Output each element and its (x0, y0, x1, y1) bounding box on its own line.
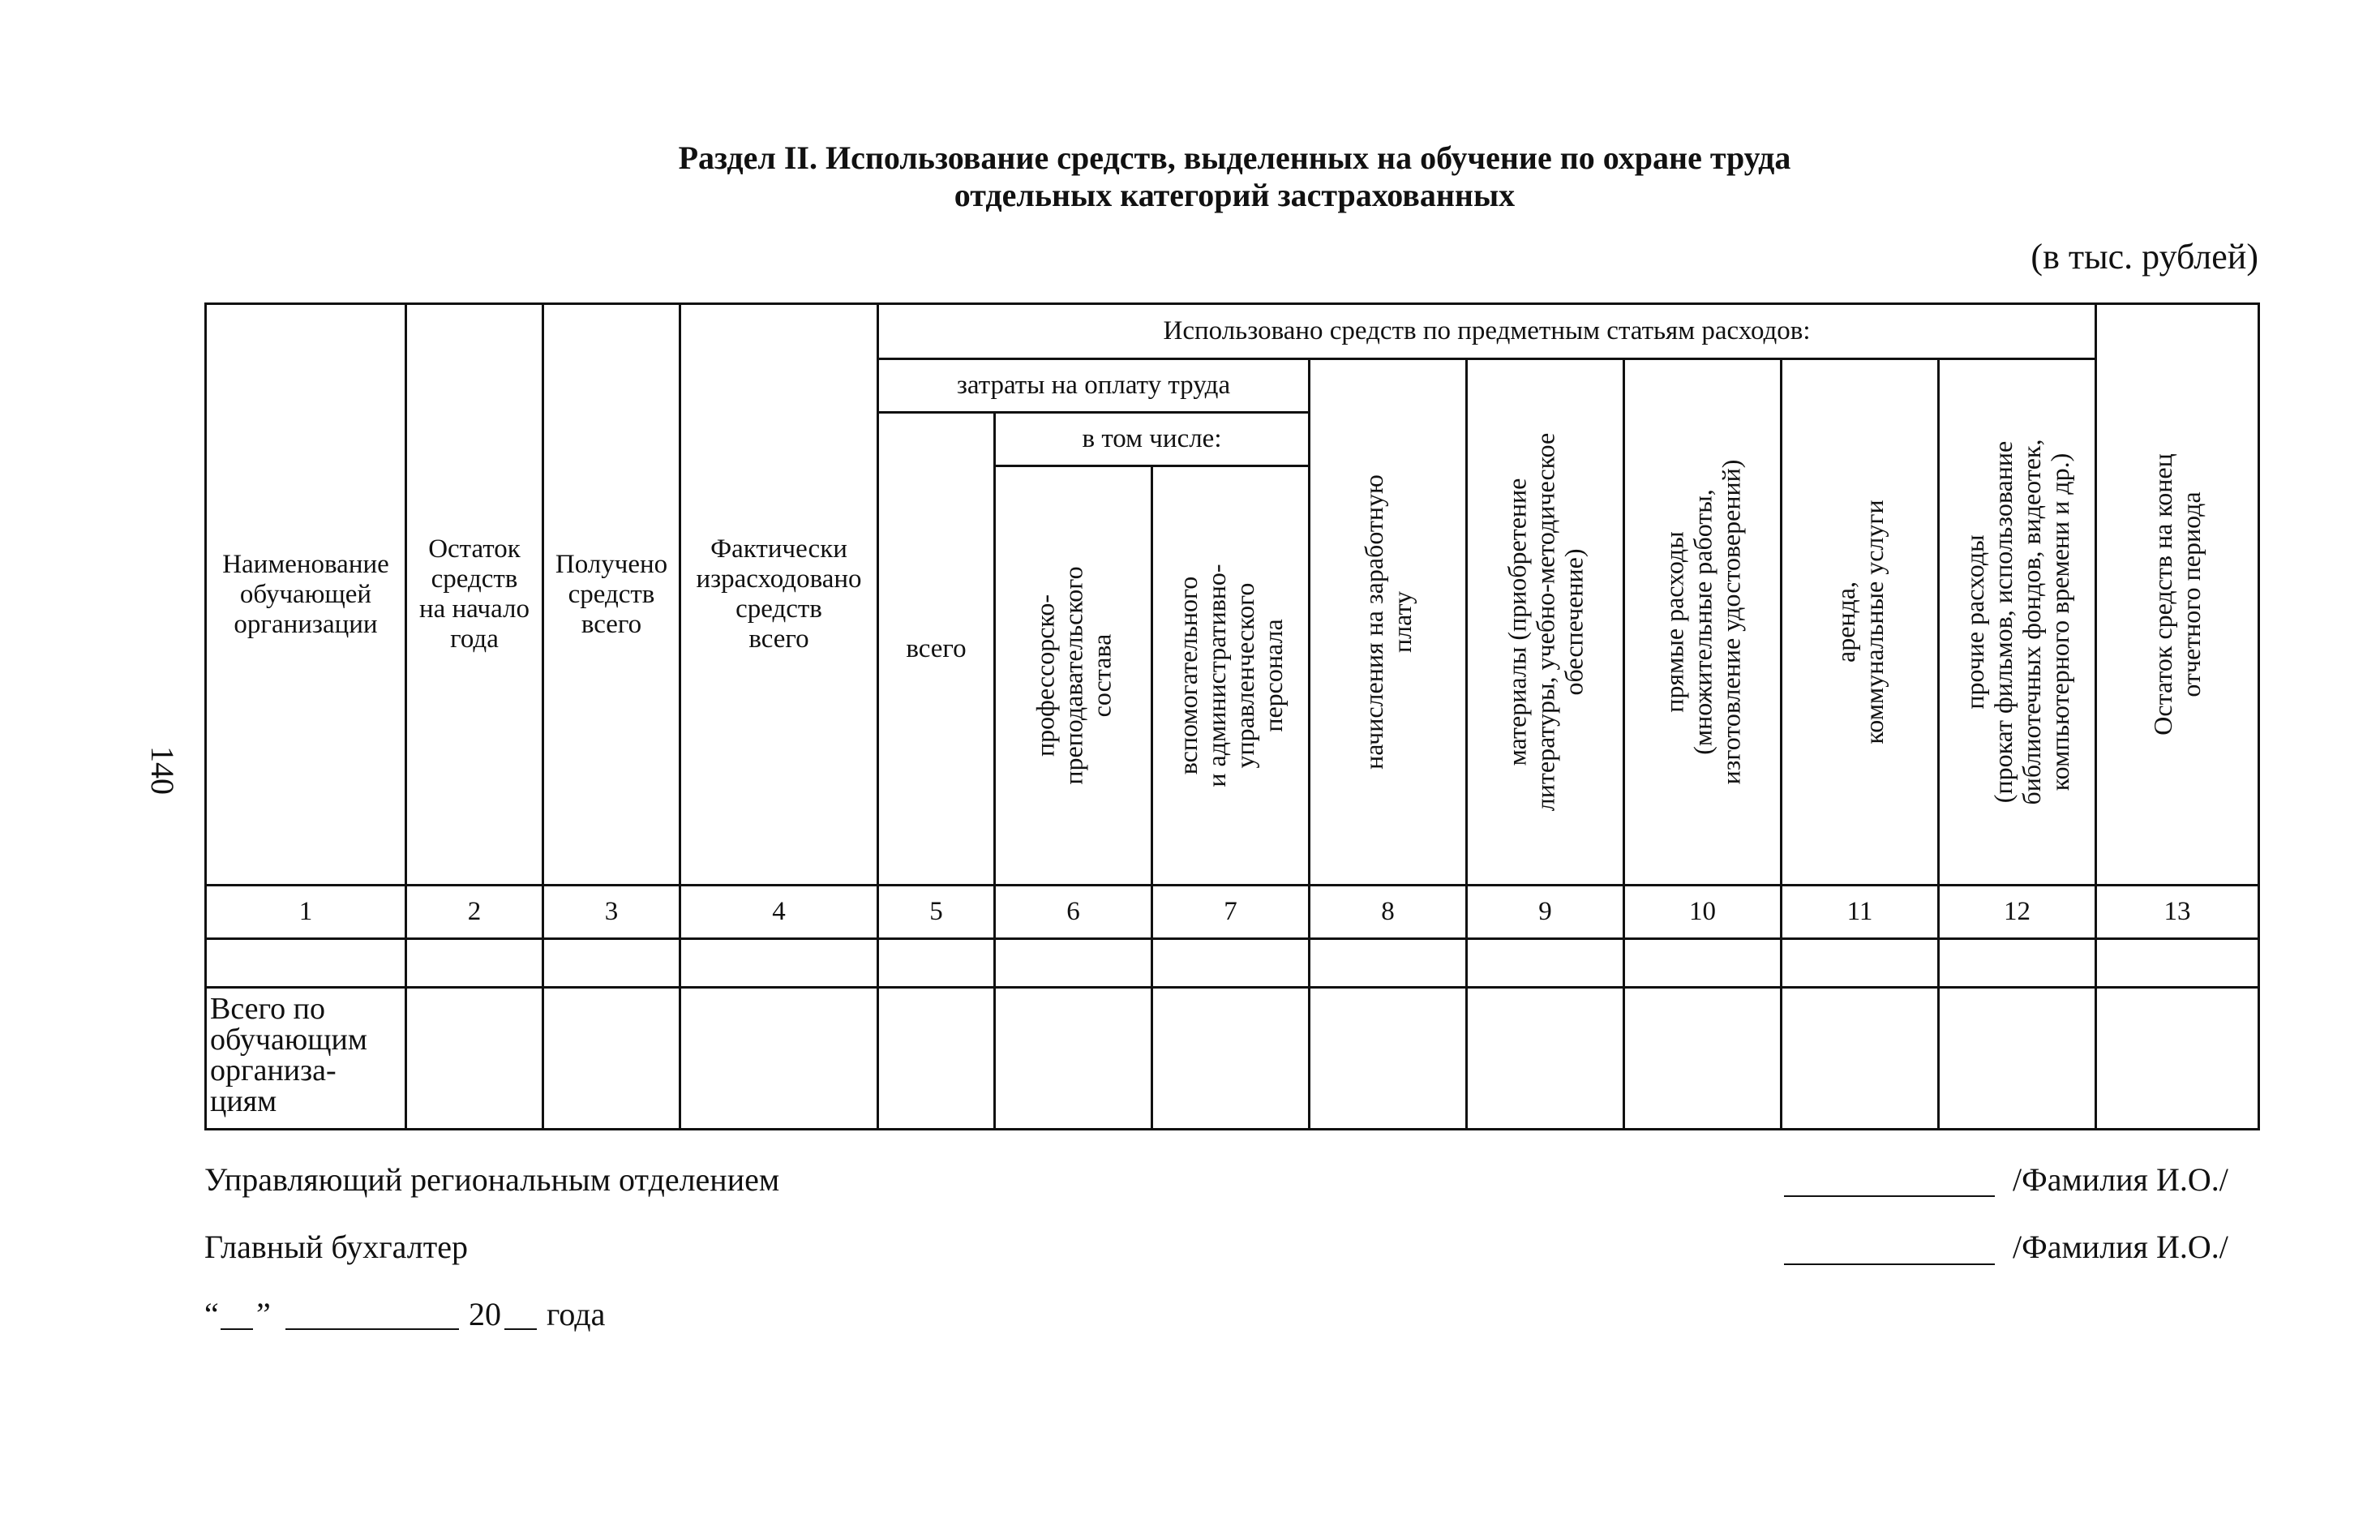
header-direct-costs: прямые расходы (множительные работы, изготовление удостоверений) (1624, 359, 1782, 886)
column-number: 13 (2096, 886, 2259, 939)
column-number: 5 (878, 886, 995, 939)
empty-cell[interactable] (878, 939, 995, 988)
date-year-line[interactable] (504, 1328, 537, 1330)
column-number: 10 (1624, 886, 1782, 939)
empty-cell[interactable] (1782, 939, 1939, 988)
column-numbers-row (206, 886, 2259, 939)
column-number: 11 (1782, 886, 1939, 939)
date-quote-open: “ (204, 1296, 219, 1332)
header-payroll-charges: начисления на заработную плату (1310, 359, 1467, 886)
empty-cell[interactable] (1624, 988, 1782, 1130)
empty-cell[interactable] (1939, 939, 2096, 988)
manager-name-placeholder: /Фамилия И.О./ (2013, 1161, 2228, 1198)
header-used-group: Использовано средств по предметным статьям расходов: (878, 304, 2096, 359)
empty-cell[interactable] (995, 939, 1152, 988)
empty-cell[interactable] (878, 988, 995, 1130)
column-number: 9 (1467, 886, 1624, 939)
header-labor-costs: затраты на оплату труда (878, 359, 1310, 413)
header-teaching-staff: профессорско- преподавательского состава (995, 466, 1152, 886)
column-number: 1 (206, 886, 406, 939)
date-month-line[interactable] (285, 1328, 459, 1330)
date-quote-close: ” (256, 1296, 271, 1332)
empty-cell[interactable] (1310, 988, 1467, 1130)
date-suffix: года (547, 1296, 606, 1332)
total-row-label: Всего по обучающим организа- циям (206, 988, 406, 1130)
header-start-balance: Остаток средств на начало года (406, 304, 543, 886)
expense-table (204, 302, 2260, 1130)
date-day-line[interactable] (221, 1328, 253, 1330)
column-number: 7 (1152, 886, 1310, 939)
header-other-costs: прочие расходы (прокат фильмов, использование библиотечных фондов, видеотек, компьютерного времени и др.) (1939, 359, 2096, 886)
empty-cell[interactable] (206, 939, 406, 988)
empty-cell[interactable] (995, 988, 1152, 1130)
empty-cell[interactable] (2096, 939, 2259, 988)
empty-cell[interactable] (1152, 939, 1310, 988)
total-row (206, 988, 2259, 1130)
column-number: 4 (680, 886, 878, 939)
empty-cell[interactable] (543, 988, 680, 1130)
header-org-name: Наименование обучающей организации (206, 304, 406, 886)
column-number: 12 (1939, 886, 2096, 939)
empty-cell[interactable] (680, 988, 878, 1130)
section-subtitle: отдельных категорий застрахованных (954, 177, 1516, 213)
header-materials: материалы (приобретение литературы, учебно-методическое обеспечение) (1467, 359, 1624, 886)
empty-cell[interactable] (1467, 939, 1624, 988)
column-number: 3 (543, 886, 680, 939)
units-note: (в тыс. рублей) (2031, 237, 2258, 277)
empty-cell[interactable] (1467, 988, 1624, 1130)
empty-cell[interactable] (680, 939, 878, 988)
data-row (206, 939, 2259, 988)
empty-cell[interactable] (1939, 988, 2096, 1130)
date-year-prefix: 20 (469, 1296, 501, 1332)
header-received: Получено средств всего (543, 304, 680, 886)
header-end-balance: Остаток средств на конец отчетного периода (2096, 304, 2259, 886)
page-number: 140 (144, 746, 181, 795)
empty-cell[interactable] (1624, 939, 1782, 988)
header-rent: аренда, коммунальные услуги (1782, 359, 1939, 886)
column-number: 6 (995, 886, 1152, 939)
empty-cell[interactable] (406, 939, 543, 988)
empty-cell[interactable] (543, 939, 680, 988)
header-spent: Фактически израсходовано средств всего (680, 304, 878, 886)
accountant-signature-line[interactable] (1784, 1263, 1995, 1265)
accountant-label: Главный бухгалтер (204, 1229, 468, 1265)
header-total: всего (878, 413, 995, 886)
header-support-staff: вспомогательного и административно- управленческого персонала (1152, 466, 1310, 886)
column-number: 8 (1310, 886, 1467, 939)
section-title: Раздел II. Использование средств, выделенных на обучение по охране труда (678, 139, 1791, 176)
header-including: в том числе: (995, 413, 1310, 466)
empty-cell[interactable] (406, 988, 543, 1130)
manager-signature-line[interactable] (1784, 1195, 1995, 1197)
accountant-name-placeholder: /Фамилия И.О./ (2013, 1229, 2228, 1265)
empty-cell[interactable] (1152, 988, 1310, 1130)
column-number: 2 (406, 886, 543, 939)
empty-cell[interactable] (1782, 988, 1939, 1130)
empty-cell[interactable] (1310, 939, 1467, 988)
empty-cell[interactable] (2096, 988, 2259, 1130)
manager-label: Управляющий региональным отделением (204, 1161, 780, 1198)
